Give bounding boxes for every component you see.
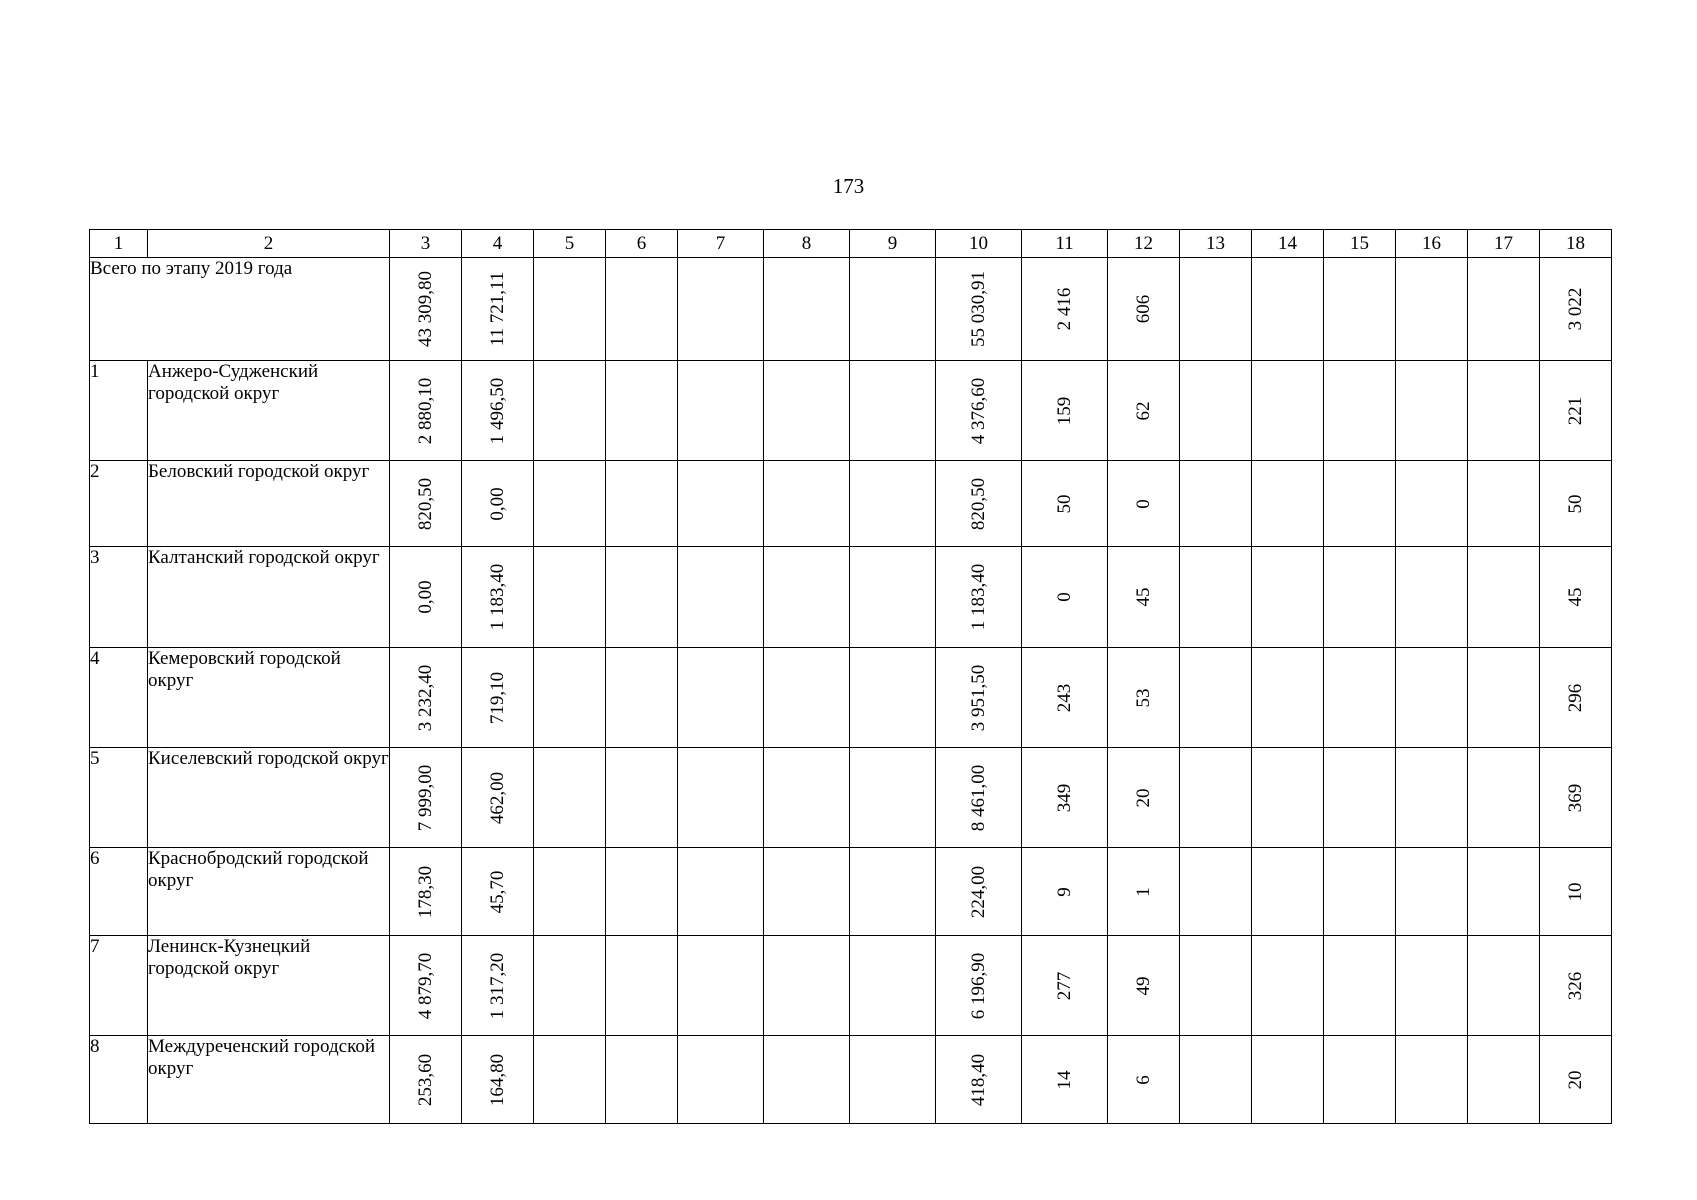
page-number: 173 [832,174,865,198]
cell-col18: 50 [1540,461,1612,547]
column-number: 10 [936,230,1022,258]
municipality-name: Кемеровский городской округ [148,648,390,748]
row-number: 4 [90,648,148,748]
cell-col12: 49 [1108,936,1180,1036]
cell-col11: 9 [1022,848,1108,936]
cell-col4: 462,00 [462,748,534,848]
cell-col11: 2 416 [1022,258,1108,361]
cell-col4: 11 721,11 [462,258,534,361]
row-number: 1 [90,361,148,461]
row-number: 8 [90,1036,148,1124]
table-row [90,648,1612,748]
cell-col11: 349 [1022,748,1108,848]
column-number: 2 [148,230,390,258]
column-number-row [90,230,1612,258]
cell-col18: 10 [1540,848,1612,936]
municipality-name: Анжеро-Судженский городской округ [148,361,390,461]
column-number: 4 [462,230,534,258]
column-number: 7 [678,230,764,258]
cell-col12: 53 [1108,648,1180,748]
cell-col18: 45 [1540,547,1612,648]
cell-col10: 224,00 [936,848,1022,936]
cell-col10: 820,50 [936,461,1022,547]
cell-col4: 45,70 [462,848,534,936]
row-number: 6 [90,848,148,936]
cell-col4: 0,00 [462,461,534,547]
table-row [90,361,1612,461]
municipality-name: Краснобродский городской округ [148,848,390,936]
cell-col11: 0 [1022,547,1108,648]
cell-col18: 3 022 [1540,258,1612,361]
cell-col10: 8 461,00 [936,748,1022,848]
column-number: 17 [1468,230,1540,258]
cell-col4: 1 183,40 [462,547,534,648]
cell-col11: 277 [1022,936,1108,1036]
column-number: 6 [606,230,678,258]
cell-col3: 4 879,70 [390,936,462,1036]
table-row [90,1036,1612,1124]
cell-col3: 7 999,00 [390,748,462,848]
data-table [89,229,1612,1124]
table-row [90,748,1612,848]
cell-col12: 1 [1108,848,1180,936]
cell-col18: 221 [1540,361,1612,461]
row-number: 2 [90,461,148,547]
cell-col12: 20 [1108,748,1180,848]
cell-col12: 606 [1108,258,1180,361]
column-number: 11 [1022,230,1108,258]
row-number: 5 [90,748,148,848]
cell-col12: 45 [1108,547,1180,648]
cell-col3: 2 880,10 [390,361,462,461]
column-number: 1 [90,230,148,258]
total-row [90,258,1612,361]
table-row [90,848,1612,936]
municipality-name: Ленинск-Кузнецкий городской округ [148,936,390,1036]
row-number: 3 [90,547,148,648]
cell-col10: 4 376,60 [936,361,1022,461]
total-label: Всего по этапу 2019 года [90,258,390,361]
table-row [90,936,1612,1036]
column-number: 3 [390,230,462,258]
column-number: 9 [850,230,936,258]
cell-col11: 159 [1022,361,1108,461]
table-row [90,461,1612,547]
cell-col11: 14 [1022,1036,1108,1124]
cell-col4: 1 317,20 [462,936,534,1036]
cell-col3: 253,60 [390,1036,462,1124]
cell-col11: 243 [1022,648,1108,748]
cell-col3: 3 232,40 [390,648,462,748]
cell-col3: 43 309,80 [390,258,462,361]
column-number: 15 [1324,230,1396,258]
column-number: 5 [534,230,606,258]
cell-col18: 296 [1540,648,1612,748]
cell-col4: 164,80 [462,1036,534,1124]
column-number: 18 [1540,230,1612,258]
column-number: 16 [1396,230,1468,258]
cell-col12: 6 [1108,1036,1180,1124]
column-number: 13 [1180,230,1252,258]
municipality-name: Беловский городской округ [148,461,390,547]
cell-col3: 178,30 [390,848,462,936]
cell-col10: 55 030,91 [936,258,1022,361]
column-number: 12 [1108,230,1180,258]
cell-col10: 6 196,90 [936,936,1022,1036]
cell-col3: 0,00 [390,547,462,648]
cell-col18: 369 [1540,748,1612,848]
cell-col10: 1 183,40 [936,547,1022,648]
cell-col12: 0 [1108,461,1180,547]
column-number: 8 [764,230,850,258]
table-row [90,547,1612,648]
cell-col10: 418,40 [936,1036,1022,1124]
municipality-name: Калтанский городской округ [148,547,390,648]
cell-col10: 3 951,50 [936,648,1022,748]
cell-col11: 50 [1022,461,1108,547]
cell-col4: 1 496,50 [462,361,534,461]
municipality-name: Киселевский городской округ [148,748,390,848]
row-number: 7 [90,936,148,1036]
cell-col18: 326 [1540,936,1612,1036]
cell-col4: 719,10 [462,648,534,748]
column-number: 14 [1252,230,1324,258]
cell-col3: 820,50 [390,461,462,547]
cell-col12: 62 [1108,361,1180,461]
cell-col18: 20 [1540,1036,1612,1124]
municipality-name: Междуреченский городской округ [148,1036,390,1124]
